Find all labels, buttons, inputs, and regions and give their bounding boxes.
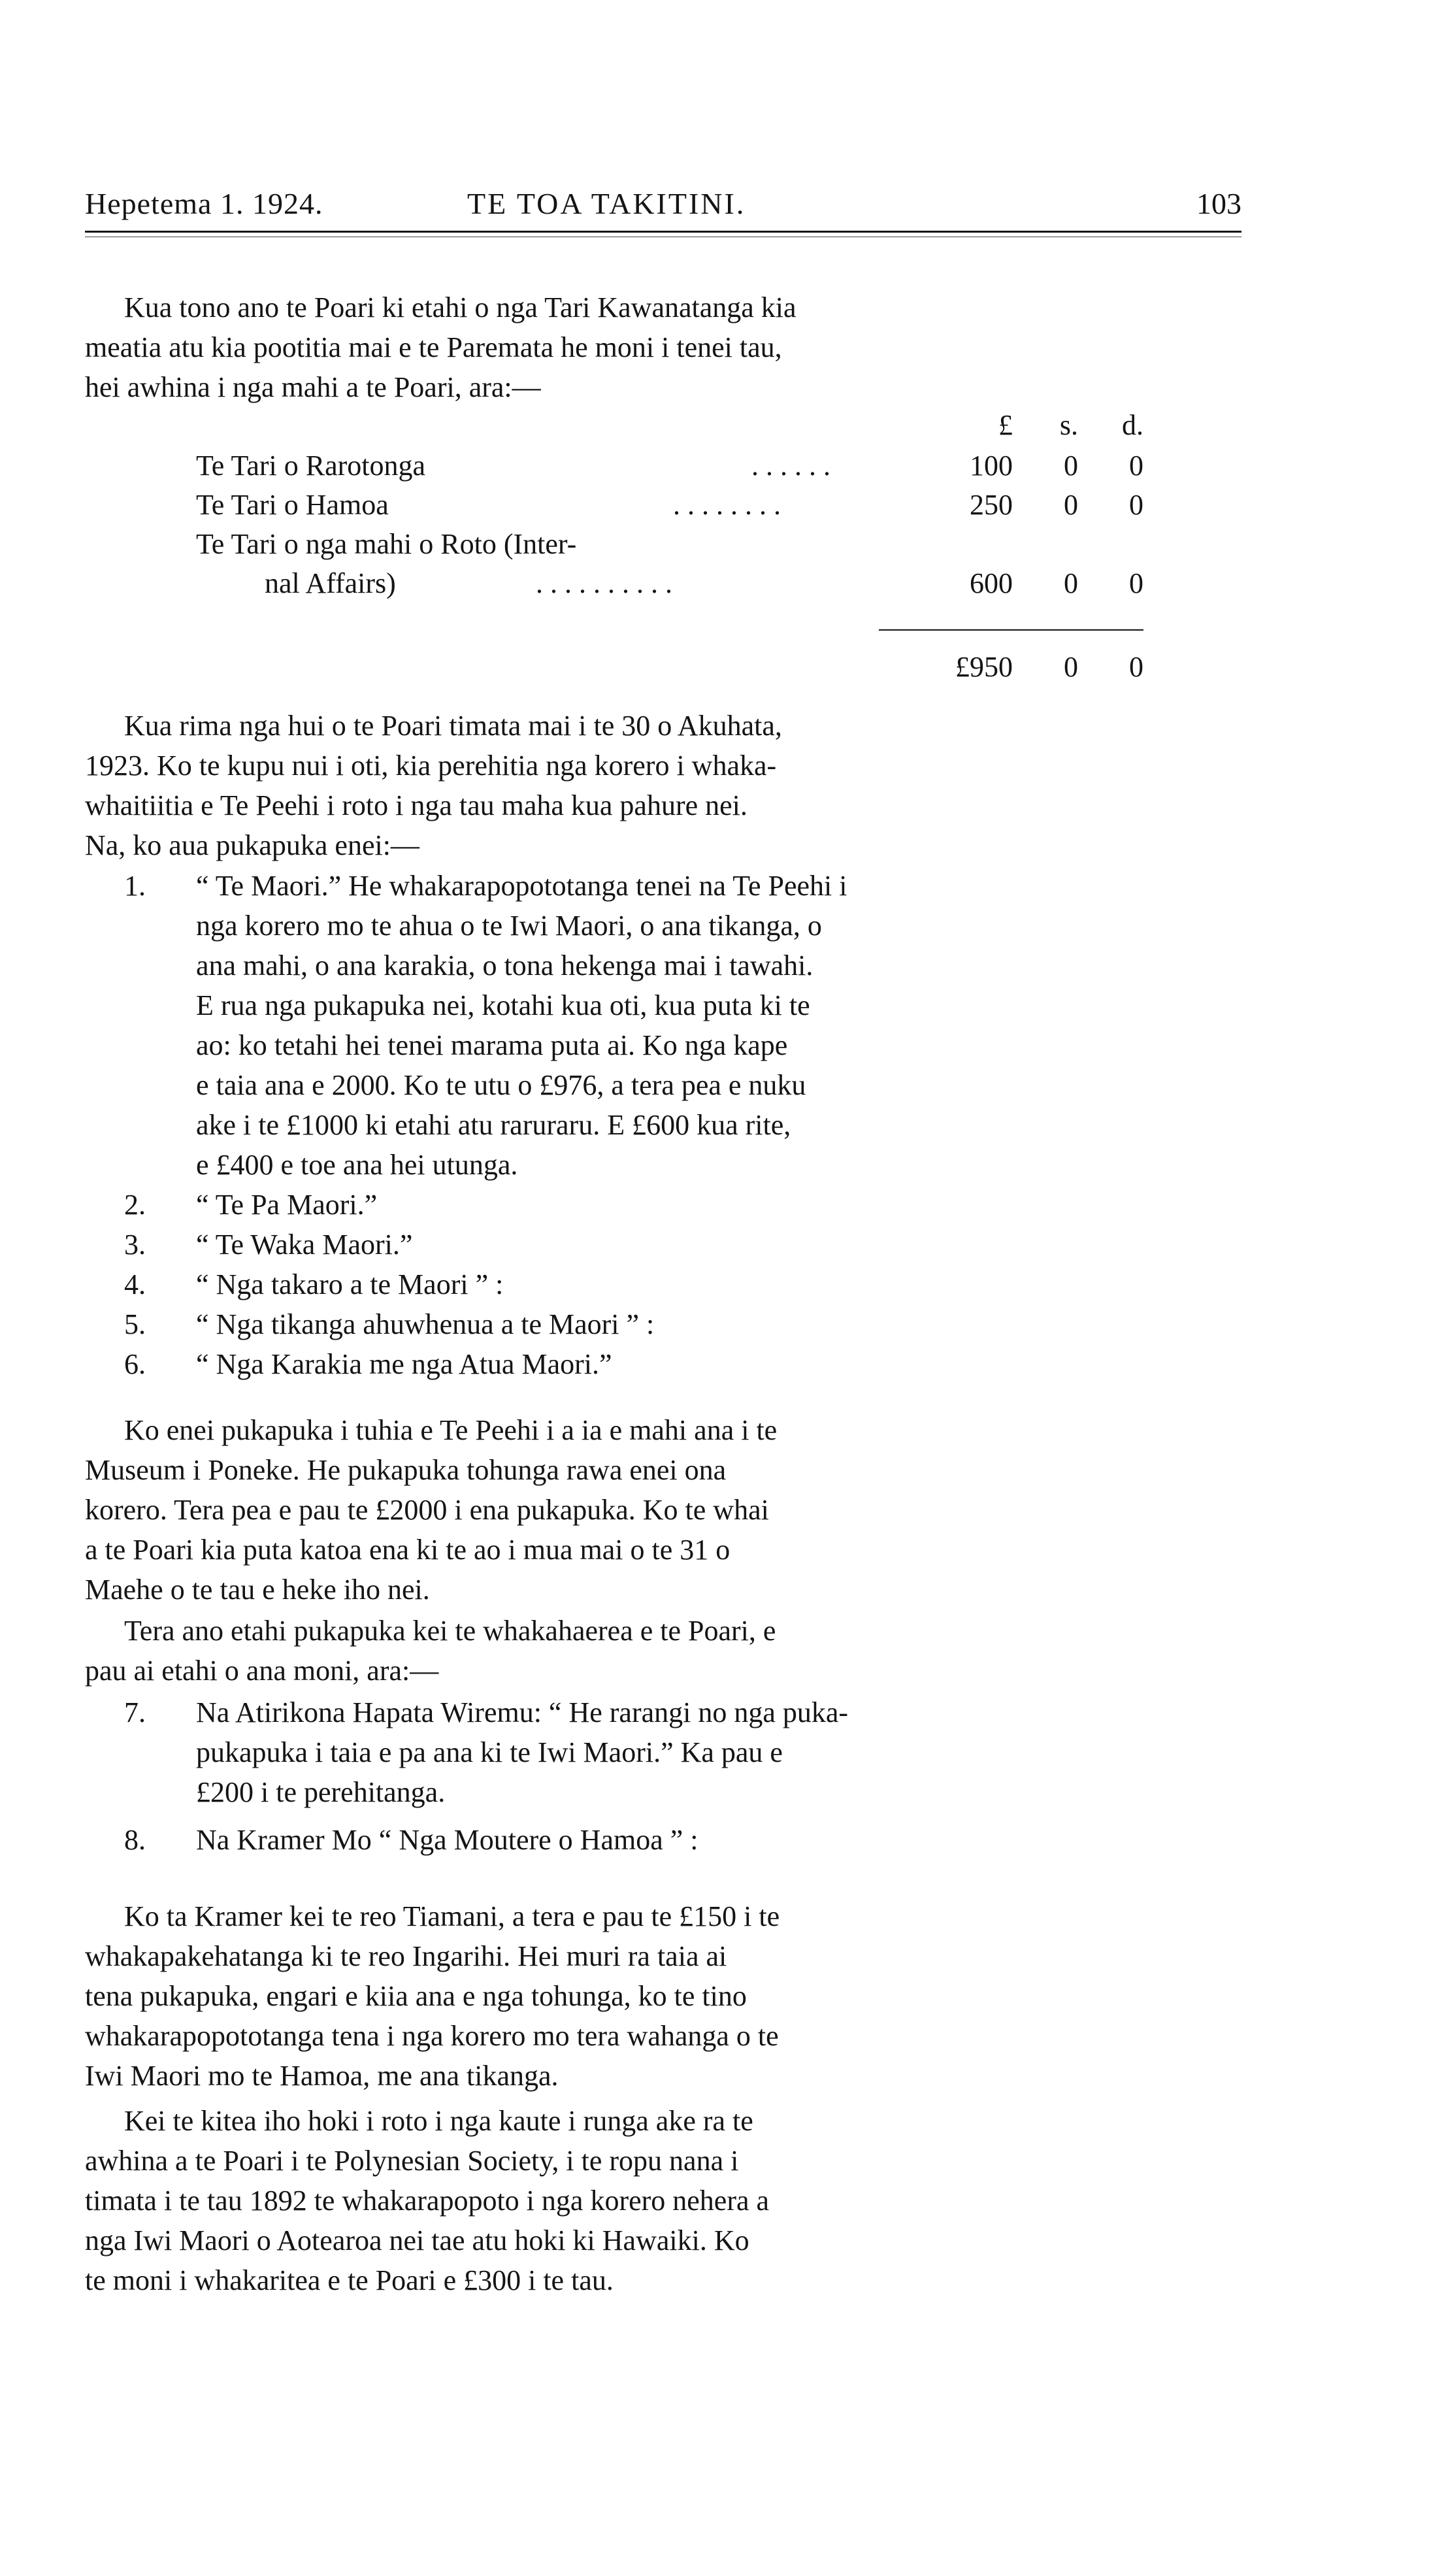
text-line: whakapakehatanga ki te reo Ingarihi. Hei muri ra taia ai <box>85 1940 727 1972</box>
text-line: meatia atu kia pootitia mai e te Paremata he moni i tenei tau, <box>85 331 782 363</box>
account-shillings: 0 <box>1064 489 1078 521</box>
header-date: Hepetema 1. 1924. <box>85 187 323 220</box>
dot-leader: . . . . . . . . . . <box>536 567 672 599</box>
page-number: 103 <box>1196 187 1241 220</box>
text-line: e taia ana e 2000. Ko te utu o £976, a tera pea e nuku <box>196 1069 806 1101</box>
text-line: “ Te Pa Maori.” <box>196 1189 378 1221</box>
text-line: Na, ko aua pukapuka enei:— <box>85 829 419 861</box>
text-line: whakarapopototanga tena i nga korero mo tera wahanga o te <box>85 2020 779 2052</box>
text-line: ake i te £1000 ki etahi atu raruraru. E £600 kua rite, <box>196 1109 791 1141</box>
header-rule <box>85 231 1241 233</box>
account-pence: 0 <box>1129 567 1143 599</box>
account-shillings: 0 <box>1064 567 1078 599</box>
sum-rule <box>879 629 1143 631</box>
text-line: “ Nga Karakia me nga Atua Maori.” <box>196 1348 612 1380</box>
text-line: e £400 e toe ana hei utunga. <box>196 1149 518 1181</box>
list-number: 3. <box>124 1229 146 1261</box>
text-line: Na Kramer Mo “ Nga Moutere o Hamoa ” : <box>196 1824 698 1856</box>
accounts-table <box>85 408 1241 696</box>
text-line: hei awhina i nga mahi a te Poari, ara:— <box>85 371 541 403</box>
account-pounds: 250 <box>970 489 1013 521</box>
list-item <box>85 866 1241 1185</box>
account-label: Te Tari o Hamoa <box>196 489 389 521</box>
list-number: 1. <box>124 870 146 902</box>
total-pounds: £950 <box>955 651 1013 683</box>
text-line: 1923. Ko te kupu nui i oti, kia perehitia nga korero i whaka- <box>85 750 777 782</box>
shillings-header: s. <box>1059 409 1078 441</box>
text-line: “ Nga tikanga ahuwhenua a te Maori ” : <box>196 1308 655 1340</box>
intro-paragraph <box>85 288 1241 407</box>
list-item <box>85 1185 1241 1225</box>
text-line: nga korero mo te ahua o te Iwi Maori, o ana tikanga, o <box>196 910 822 942</box>
text-line: pau ai etahi o ana moni, ara:— <box>85 1655 439 1687</box>
text-line: awhina a te Poari i te Polynesian Society, i te ropu nana i <box>85 2145 739 2177</box>
account-pence: 0 <box>1129 450 1143 482</box>
text-line: Kua rima nga hui o te Poari timata mai i te 30 o Akuhata, <box>124 710 782 742</box>
paragraph <box>85 1611 1241 1691</box>
list-item <box>85 1344 1241 1384</box>
list-number: 4. <box>124 1268 146 1300</box>
text-line: “ Nga takaro a te Maori ” : <box>196 1268 504 1300</box>
text-line: tena pukapuka, engari e kiia ana e nga tohunga, ko te tino <box>85 1980 747 2012</box>
total-shillings: 0 <box>1064 651 1078 683</box>
text-line: nga Iwi Maori o Aotearoa nei tae atu hoki ki Hawaiki. Ko <box>85 2224 749 2256</box>
text-line: Tera ano etahi pukapuka kei te whakahaerea e te Poari, e <box>124 1615 776 1647</box>
dot-leader: . . . . . . <box>751 450 830 482</box>
text-line: pukapuka i taia e pa ana ki te Iwi Maori.” Ka pau e <box>196 1736 783 1768</box>
list-item <box>85 1693 1241 1812</box>
list-number: 5. <box>124 1308 146 1340</box>
text-line: “ Te Maori.” He whakarapopototanga tenei na Te Peehi i <box>196 870 847 902</box>
account-label: Te Tari o nga mahi o Roto (Inter- <box>196 528 577 560</box>
text-line: Iwi Maori mo te Hamoa, me ana tikanga. <box>85 2060 559 2092</box>
account-pence: 0 <box>1129 489 1143 521</box>
text-line: a te Poari kia puta katoa ena ki te ao i mua mai o te 31 o <box>85 1534 731 1566</box>
total-pence: 0 <box>1129 651 1143 683</box>
publication-list-2 <box>85 1693 1241 1860</box>
text-line: korero. Tera pea e pau te £2000 i ena pukapuka. Ko te whai <box>85 1494 769 1526</box>
account-pounds: 100 <box>970 450 1013 482</box>
list-item <box>85 1264 1241 1304</box>
list-number: 6. <box>124 1348 146 1380</box>
text-line: timata i te tau 1892 te whakarapopoto i nga korero nehera a <box>85 2185 770 2217</box>
list-number: 8. <box>124 1824 146 1856</box>
pence-header: d. <box>1122 409 1143 441</box>
account-label: Te Tari o Rarotonga <box>196 450 426 482</box>
running-header <box>85 186 1241 239</box>
list-item <box>85 1225 1241 1264</box>
pounds-header: £ <box>998 409 1013 441</box>
text-line: Na Atirikona Hapata Wiremu: “ He rarangi no nga puka- <box>196 1696 849 1728</box>
account-shillings: 0 <box>1064 450 1078 482</box>
list-item <box>85 1820 1241 1860</box>
text-line: “ Te Waka Maori.” <box>196 1229 413 1261</box>
header-title: TE TOA TAKITINI. <box>467 187 746 220</box>
text-line: Ko enei pukapuka i tuhia e Te Peehi i a ia e mahi ana i te <box>124 1414 778 1446</box>
text-line: ana mahi, o ana karakia, o tona hekenga mai i tawahi. <box>196 949 813 982</box>
text-line: £200 i te perehitanga. <box>196 1776 446 1808</box>
text-line: Museum i Poneke. He pukapuka tohunga rawa enei ona <box>85 1454 727 1486</box>
text-line: whaitiitia e Te Peehi i roto i nga tau maha kua pahure nei. <box>85 789 747 821</box>
list-number: 7. <box>124 1696 146 1728</box>
text-line: E rua nga pukapuka nei, kotahi kua oti, kua puta ki te <box>196 989 810 1021</box>
text-line: Kua tono ano te Poari ki etahi o nga Tari Kawanatanga kia <box>124 291 797 323</box>
text-line: Kei te kitea iho hoki i roto i nga kaute i runga ake ra te <box>124 2105 753 2137</box>
account-label-continued: nal Affairs) <box>265 567 396 599</box>
text-line: Ko ta Kramer kei te reo Tiamani, a tera e pau te £150 i te <box>124 1900 780 1932</box>
paragraph <box>85 1896 1241 2096</box>
list-item <box>85 1304 1241 1344</box>
text-line: ao: ko tetahi hei tenei marama puta ai. Ko nga kape <box>196 1029 788 1061</box>
dot-leader: . . . . . . . . <box>673 489 781 521</box>
text-line: Maehe o te tau e heke iho nei. <box>85 1574 430 1606</box>
account-pounds: 600 <box>970 567 1013 599</box>
text-line: te moni i whakaritea e te Poari e £300 i te tau. <box>85 2264 614 2296</box>
list-number: 2. <box>124 1189 146 1221</box>
paragraph <box>85 2101 1241 2300</box>
paragraph <box>85 1410 1241 1610</box>
publication-list <box>85 866 1241 1384</box>
paragraph <box>85 706 1241 865</box>
